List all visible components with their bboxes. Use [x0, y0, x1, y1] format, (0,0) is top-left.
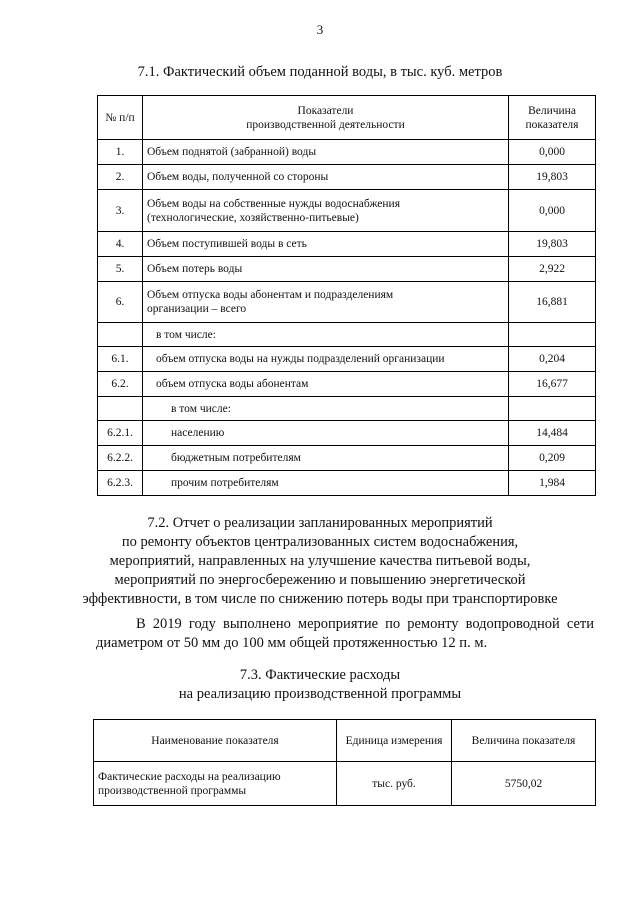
row-num: 3. [98, 190, 143, 232]
row-name-line2: организации – всего [147, 303, 247, 315]
row-value: 0,000 [509, 140, 596, 165]
row-name [94, 762, 337, 806]
row-unit: тыс. руб. [337, 762, 452, 806]
table-row [98, 165, 596, 190]
header-unit: Единица измерения [337, 720, 452, 762]
row-value: 16,881 [509, 282, 596, 323]
section-title-line: на реализацию производственной программы [178, 686, 462, 702]
row-name: в том числе: [143, 323, 509, 347]
row-name: Объем воды, полученной со стороны [143, 165, 509, 190]
table-row [98, 282, 596, 323]
row-name: объем отпуска воды абонентам [143, 372, 509, 397]
row-name: населению [143, 421, 509, 446]
header-indicator-line2: производственной деятельности [246, 118, 405, 131]
row-value: 0,209 [509, 446, 596, 471]
row-name: Объем потерь воды [143, 257, 509, 282]
row-name: бюджетным потребителям [143, 446, 509, 471]
table-header-row [98, 96, 596, 140]
row-name-line2: (технологические, хозяйственно-питьевые) [147, 211, 359, 224]
header-value [509, 96, 596, 140]
header-name: Наименование показателя [94, 720, 337, 762]
section-title-line: мероприятий по энергосбережению и повышению энергетической [114, 572, 526, 588]
row-name-line1: Объем отпуска воды абонентам и подразделениям [147, 289, 394, 301]
section-title-7-2 [0, 514, 640, 609]
row-name-line1: Фактические расходы на реализацию [98, 770, 281, 783]
header-indicator [143, 96, 509, 140]
row-num: 6.2.3. [98, 471, 143, 496]
row-name: Объем поступившей воды в сеть [143, 232, 509, 257]
page-number: 3 [316, 22, 324, 37]
row-name: в том числе: [143, 397, 509, 421]
row-num [98, 323, 143, 347]
header-indicator-line1: Показатели [297, 104, 354, 117]
row-num: 4. [98, 232, 143, 257]
table-row-subheading [98, 397, 596, 421]
row-name: объем отпуска воды на нужды подразделений организации [143, 347, 509, 372]
row-num: 6.2. [98, 372, 143, 397]
row-value [509, 323, 596, 347]
row-value: 16,677 [509, 372, 596, 397]
expenses-table [93, 719, 596, 806]
row-value: 0,204 [509, 347, 596, 372]
row-name [143, 190, 509, 232]
water-volume-table [97, 95, 596, 496]
header-num: № п/п [98, 96, 143, 140]
table-row-subheading [98, 323, 596, 347]
table-row [98, 347, 596, 372]
header-value-line2: показателя [525, 118, 579, 131]
repair-paragraph: В 2019 году выполнено мероприятие по ремонту водопроводной сети диаметром от 50 мм до 100 мм общей протяженностью 12 п. м. [96, 616, 594, 651]
section-title-line: по ремонту объектов централизованных систем водоснабжения, [121, 534, 519, 550]
header-value-line1: Величина [528, 104, 576, 117]
row-value: 0,000 [509, 190, 596, 232]
row-num: 5. [98, 257, 143, 282]
row-value: 19,803 [509, 232, 596, 257]
row-value: 14,484 [509, 421, 596, 446]
table-row [98, 257, 596, 282]
section-title-line: 7.2. Отчет о реализации запланированных мероприятий [147, 515, 493, 531]
row-num: 6.1. [98, 347, 143, 372]
row-num: 6.2.2. [98, 446, 143, 471]
table-header-row [94, 720, 596, 762]
header-value: Величина показателя [452, 720, 596, 762]
row-num: 6. [98, 282, 143, 323]
row-name [143, 282, 509, 323]
table-row [98, 140, 596, 165]
row-name-line1: Объем воды на собственные нужды водоснабжения [147, 197, 400, 210]
row-value [509, 397, 596, 421]
row-name-line2: производственной программы [98, 784, 247, 797]
table-row [98, 372, 596, 397]
row-num: 6.2.1. [98, 421, 143, 446]
row-value: 1,984 [509, 471, 596, 496]
section-title-7-1: 7.1. Фактический объем поданной воды, в тыс. куб. метров [137, 64, 503, 80]
row-num: 2. [98, 165, 143, 190]
table-row [94, 762, 596, 806]
table-row [98, 446, 596, 471]
row-name: прочим потребителям [143, 471, 509, 496]
row-value: 2,922 [509, 257, 596, 282]
section-title-line: мероприятий, направленных на улучшение качества питьевой воды, [109, 553, 531, 569]
table-row [98, 421, 596, 446]
section-title-line: эффективности, в том числе по снижению потерь воды при транспортировке [82, 591, 558, 607]
section-title-7-3 [0, 666, 640, 704]
table-row [98, 190, 596, 232]
row-value: 5750,02 [452, 762, 596, 806]
row-name: Объем поднятой (забранной) воды [143, 140, 509, 165]
row-num: 1. [98, 140, 143, 165]
table-row [98, 232, 596, 257]
section-title-line: 7.3. Фактические расходы [239, 667, 401, 683]
row-value: 19,803 [509, 165, 596, 190]
row-num [98, 397, 143, 421]
table-row [98, 471, 596, 496]
